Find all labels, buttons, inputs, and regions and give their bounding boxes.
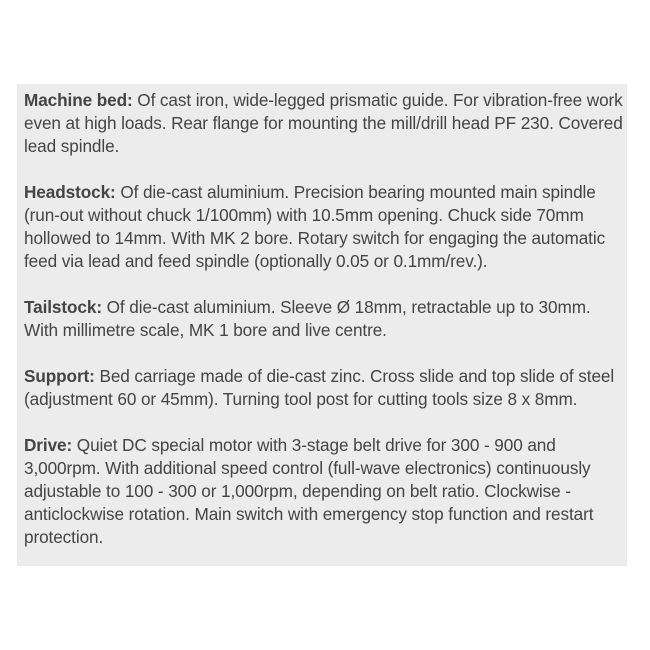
section-label: Tailstock: — [24, 297, 102, 317]
section-support — [24, 365, 627, 411]
section-text: Quiet DC special motor with 3-stage belt drive for 300 - 900 and 3,000rpm. With additional speed control (full-wave electronics) continuously adjustable to 100 - 300 or 1,000rpm, depending on belt ratio. Clockwise - anticlockwise rotation. Main switch with emergency stop function and restart protection. — [24, 435, 594, 547]
section-label: Machine bed: — [24, 90, 133, 110]
section-text: Of cast iron, wide-legged prismatic guide. For vibration-free work even at high loads. Rear flange for mounting the mill/drill head PF 230. Covered lead spindle. — [24, 90, 623, 156]
section-headstock — [24, 181, 627, 273]
spec-panel — [17, 84, 627, 566]
section-machine-bed — [24, 89, 627, 158]
section-drive — [24, 434, 627, 549]
section-tailstock — [24, 296, 627, 342]
section-text: Of die-cast aluminium. Sleeve Ø 18mm, retractable up to 30mm. With millimetre scale, MK 1 bore and live centre. — [24, 297, 591, 340]
section-label: Drive: — [24, 435, 73, 455]
section-label: Support: — [24, 366, 95, 386]
section-text: Of die-cast aluminium. Precision bearing mounted main spindle (run-out without chuck 1/100mm) with 10.5mm opening. Chuck side 70mm hollowed to 14mm. With MK 2 bore. Rotary switch for engaging the automatic feed via lead and feed spindle (optionally 0.05 or 0.1mm/rev.). — [24, 182, 606, 271]
section-label: Headstock: — [24, 182, 116, 202]
section-text: Bed carriage made of die-cast zinc. Cross slide and top slide of steel (adjustment 60 or 45mm). Turning tool post for cutting tools size 8 x 8mm. — [24, 366, 615, 409]
